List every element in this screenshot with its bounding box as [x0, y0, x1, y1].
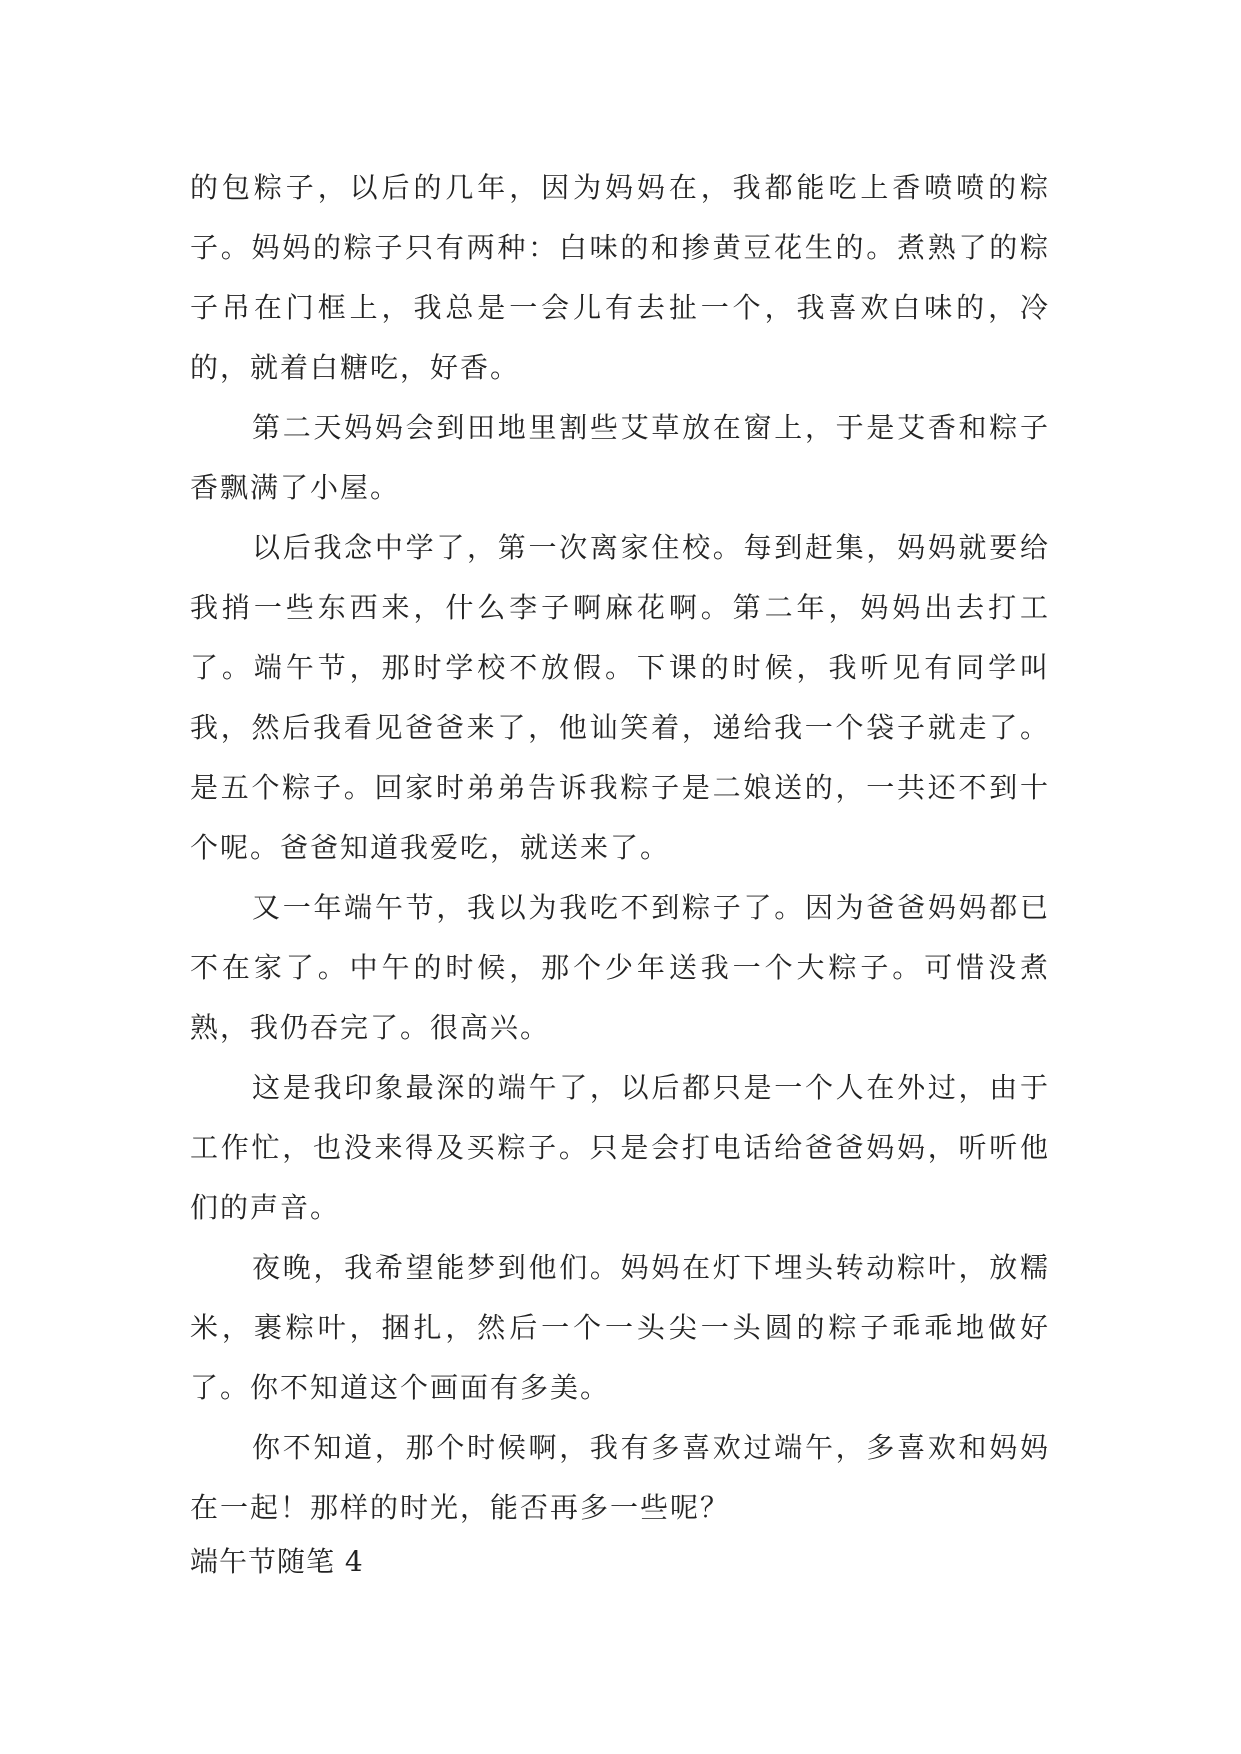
paragraph: 以后我念中学了，第一次离家住校。每到赶集，妈妈就要给我捎一些东西来，什么李子啊麻花啊。第二年，妈妈出去打工了。端午节，那时学校不放假。下课的时候，我听见有同学叫我，然后我看见爸爸来了，他讪笑着，递给我一个袋子就走了。是五个粽子。回家时弟弟告诉我粽子是二娘送的，一共还不到十个呢。爸爸知道我爱吃，就送来了。 — [190, 531, 1050, 864]
paragraph-continued: 的包粽子，以后的几年，因为妈妈在，我都能吃上香喷喷的粽子。妈妈的粽子只有两种：白味的和掺黄豆花生的。煮熟了的粽子吊在门框上，我总是一会儿有去扯一个，我喜欢白味的，冷的，就着白糖吃，好香。 — [190, 171, 1050, 384]
paragraph: 你不知道，那个时候啊，我有多喜欢过端午，多喜欢和妈妈在一起！那样的时光，能否再多一些呢？ — [190, 1431, 1050, 1524]
paragraph: 夜晚，我希望能梦到他们。妈妈在灯下埋头转动粽叶，放糯米，裹粽叶，捆扎，然后一个一头尖一头圆的粽子乖乖地做好了。你不知道这个画面有多美。 — [190, 1251, 1050, 1404]
section-heading: 端午节随笔 4 — [190, 1545, 364, 1578]
paragraph: 这是我印象最深的端午了，以后都只是一个人在外过，由于工作忙，也没来得及买粽子。只是会打电话给爸爸妈妈，听听他们的声音。 — [190, 1071, 1050, 1224]
paragraph: 又一年端午节，我以为我吃不到粽子了。因为爸爸妈妈都已不在家了。中午的时候，那个少年送我一个大粽子。可惜没煮熟，我仍吞完了。很高兴。 — [190, 891, 1050, 1044]
article-body — [190, 158, 1050, 1586]
paragraph: 第二天妈妈会到田地里割些艾草放在窗上，于是艾香和粽子香飘满了小屋。 — [190, 411, 1050, 504]
